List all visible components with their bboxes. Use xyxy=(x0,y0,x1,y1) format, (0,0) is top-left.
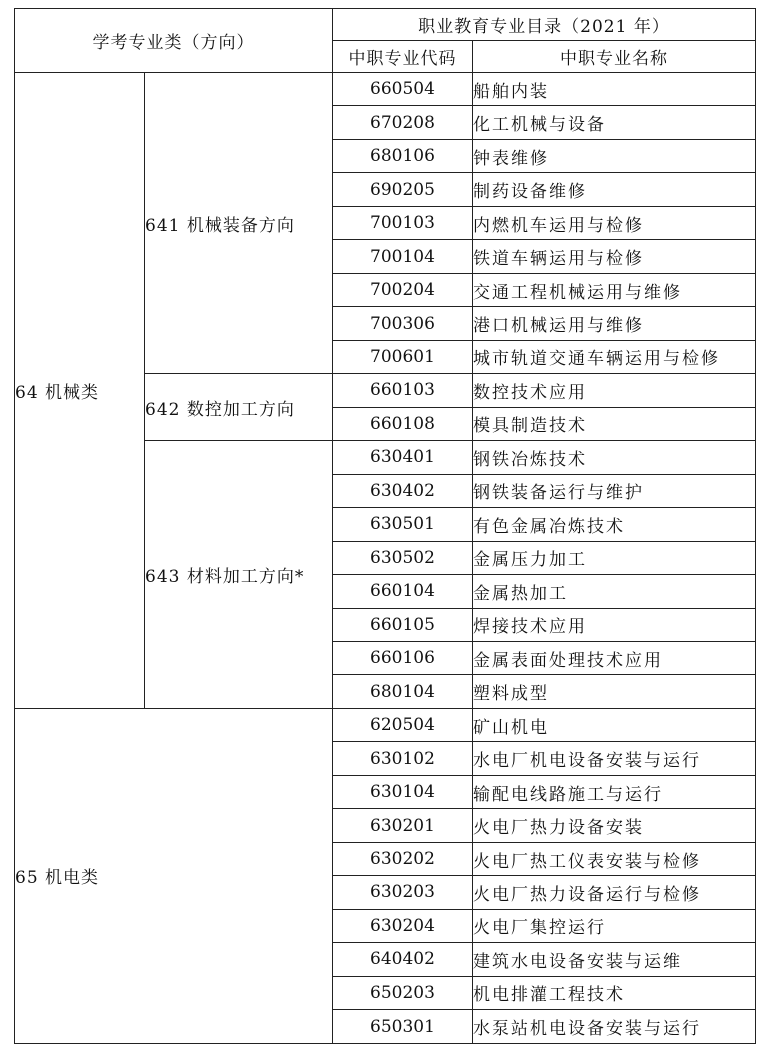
major-name: 船舶内装 xyxy=(473,73,756,106)
major-catalog-table xyxy=(14,8,756,1044)
table-row xyxy=(15,708,756,741)
major-name: 港口机械运用与维修 xyxy=(473,307,756,340)
major-name: 有色金属冶炼技术 xyxy=(473,508,756,541)
major-name: 数控技术应用 xyxy=(473,374,756,407)
major-name: 火电厂热工仪表安装与检修 xyxy=(473,842,756,875)
major-code: 630104 xyxy=(333,775,473,808)
table-row xyxy=(15,73,756,106)
major-name: 金属压力加工 xyxy=(473,541,756,574)
major-code: 660504 xyxy=(333,73,473,106)
major-code: 620504 xyxy=(333,708,473,741)
major-code: 670208 xyxy=(333,106,473,139)
major-name: 模具制造技术 xyxy=(473,407,756,440)
major-name: 水泵站机电设备安装与运行 xyxy=(473,1010,756,1044)
major-code: 660106 xyxy=(333,641,473,674)
major-code: 700103 xyxy=(333,206,473,239)
table-body xyxy=(15,73,756,1044)
major-name: 矿山机电 xyxy=(473,708,756,741)
major-code: 630501 xyxy=(333,508,473,541)
major-name: 水电厂机电设备安装与运行 xyxy=(473,742,756,775)
header-code: 中职专业代码 xyxy=(333,41,473,73)
major-name: 建筑水电设备安装与运维 xyxy=(473,943,756,976)
header-name: 中职专业名称 xyxy=(473,41,756,73)
major-code: 630204 xyxy=(333,909,473,942)
direction-cell: 642 数控加工方向 xyxy=(145,374,333,441)
major-name: 金属热加工 xyxy=(473,575,756,608)
major-name: 钟表维修 xyxy=(473,139,756,172)
major-name: 焊接技术应用 xyxy=(473,608,756,641)
major-name: 钢铁装备运行与维护 xyxy=(473,474,756,507)
major-code: 700306 xyxy=(333,307,473,340)
major-name: 铁道车辆运用与检修 xyxy=(473,240,756,273)
category-cell: 65 机电类 xyxy=(15,708,333,1043)
category-cell: 64 机械类 xyxy=(15,73,145,709)
major-name: 塑料成型 xyxy=(473,675,756,708)
major-code: 630203 xyxy=(333,876,473,909)
major-code: 680106 xyxy=(333,139,473,172)
major-code: 700104 xyxy=(333,240,473,273)
major-code: 680104 xyxy=(333,675,473,708)
major-name: 机电排灌工程技术 xyxy=(473,976,756,1009)
major-code: 660103 xyxy=(333,374,473,407)
major-code: 700601 xyxy=(333,340,473,373)
major-name: 输配电线路施工与运行 xyxy=(473,775,756,808)
major-code: 630201 xyxy=(333,809,473,842)
header-category: 学考专业类（方向） xyxy=(15,9,333,73)
major-code: 630102 xyxy=(333,742,473,775)
major-name: 交通工程机械运用与维修 xyxy=(473,273,756,306)
major-code: 650301 xyxy=(333,1010,473,1044)
major-name: 火电厂热力设备运行与检修 xyxy=(473,876,756,909)
major-code: 630401 xyxy=(333,441,473,474)
major-name: 制药设备维修 xyxy=(473,173,756,206)
direction-cell: 641 机械装备方向 xyxy=(145,73,333,374)
major-code: 700204 xyxy=(333,273,473,306)
major-code: 660105 xyxy=(333,608,473,641)
major-name: 火电厂热力设备安装 xyxy=(473,809,756,842)
major-code: 650203 xyxy=(333,976,473,1009)
major-name: 火电厂集控运行 xyxy=(473,909,756,942)
major-name: 化工机械与设备 xyxy=(473,106,756,139)
major-code: 640402 xyxy=(333,943,473,976)
direction-cell: 643 材料加工方向* xyxy=(145,441,333,709)
major-name: 钢铁冶炼技术 xyxy=(473,441,756,474)
major-name: 内燃机车运用与检修 xyxy=(473,206,756,239)
major-code: 660108 xyxy=(333,407,473,440)
major-code: 690205 xyxy=(333,173,473,206)
major-code: 660104 xyxy=(333,575,473,608)
major-name: 城市轨道交通车辆运用与检修 xyxy=(473,340,756,373)
major-code: 630502 xyxy=(333,541,473,574)
header-catalog: 职业教育专业目录（2021 年） xyxy=(333,9,756,41)
major-code: 630402 xyxy=(333,474,473,507)
major-name: 金属表面处理技术应用 xyxy=(473,641,756,674)
major-code: 630202 xyxy=(333,842,473,875)
